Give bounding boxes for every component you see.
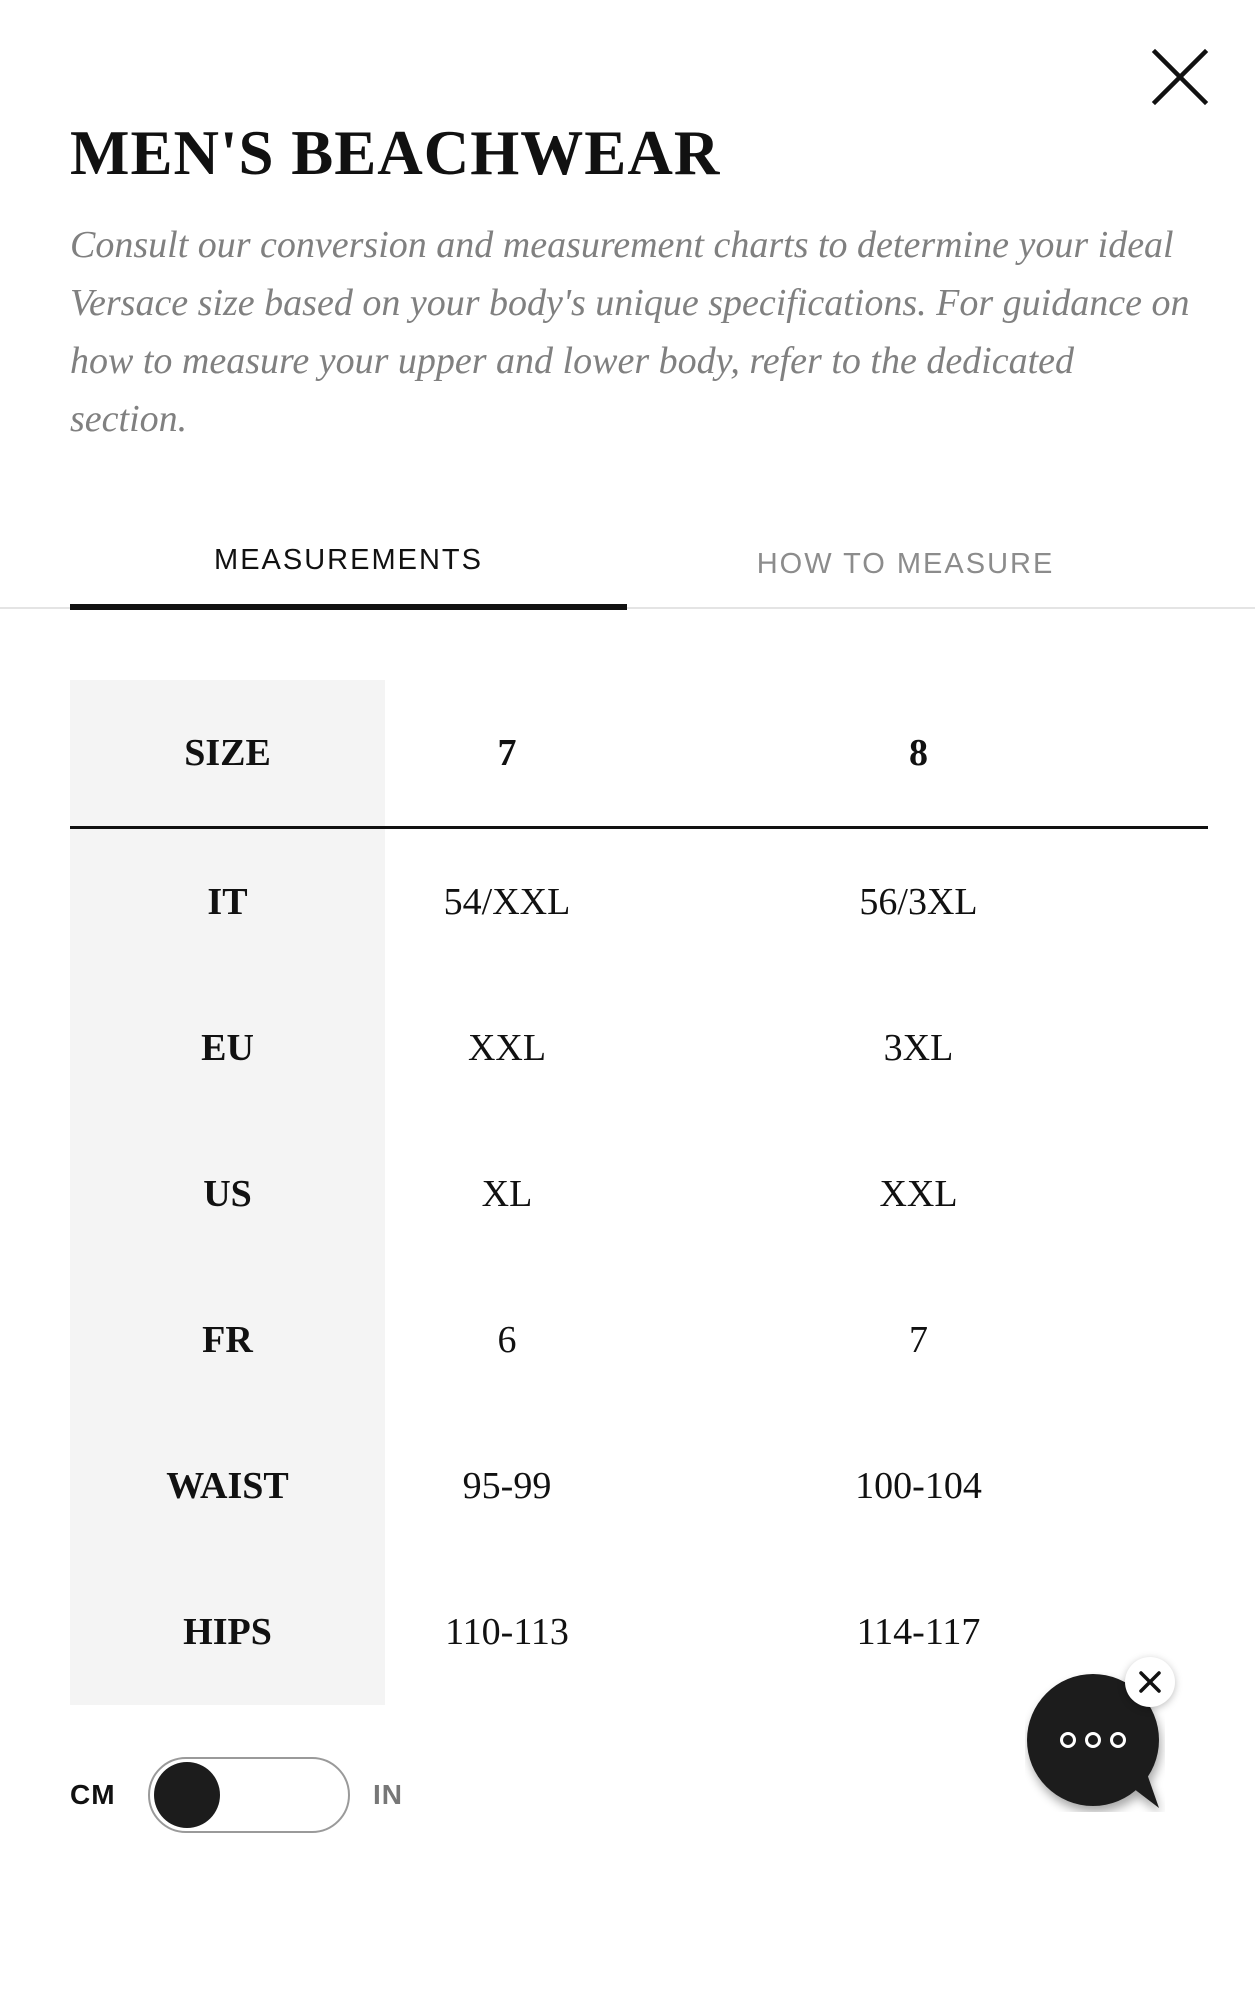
page-description: Consult our conversion and measurement charts to determine your ideal Versace size based on your body's unique specifications. For guidance on how to measure your upper and lower body, refer to the dedicated section. xyxy=(70,224,1190,440)
close-icon xyxy=(1145,42,1215,112)
row-label-it: IT xyxy=(70,828,385,976)
row-label-waist: WAIST xyxy=(70,1413,385,1559)
row-label-fr: FR xyxy=(70,1267,385,1413)
unit-label-cm[interactable]: CM xyxy=(70,1779,116,1810)
table-cell: 54/XXL xyxy=(443,881,571,923)
tab-bar xyxy=(0,520,1255,608)
row-label-hips: HIPS xyxy=(70,1559,385,1705)
table-row xyxy=(70,1413,1208,1559)
active-tab-indicator xyxy=(70,604,627,610)
unit-switch[interactable] xyxy=(148,1757,350,1833)
table-cell: XXL xyxy=(467,1027,547,1069)
table-row xyxy=(70,1267,1208,1413)
table-row xyxy=(70,975,1208,1121)
table-cell: 114-117 xyxy=(856,1611,981,1653)
close-icon xyxy=(1125,1657,1175,1707)
row-label-us: US xyxy=(70,1121,385,1267)
row-label-eu: EU xyxy=(70,975,385,1121)
unit-label-in[interactable]: IN xyxy=(373,1779,403,1810)
table-cell: 3XL xyxy=(883,1027,954,1069)
header-cell-size-7: 7 xyxy=(385,680,629,828)
header-cell-size-8: 8 xyxy=(629,680,1208,828)
table-header-row xyxy=(70,680,1208,828)
switch-knob[interactable] xyxy=(154,1762,220,1828)
tab-measurements[interactable]: MEASUREMENTS xyxy=(214,544,483,576)
table-cell: XXL xyxy=(879,1173,958,1215)
table-row xyxy=(70,828,1208,976)
table-cell: 100-104 xyxy=(855,1465,982,1507)
page-title: MEN'S BEACHWEAR xyxy=(70,118,721,188)
header-cell-size: SIZE xyxy=(70,680,385,828)
table-cell: 7 xyxy=(909,1319,928,1361)
tab-how-to-measure[interactable]: HOW TO MEASURE xyxy=(756,548,1055,580)
table-cell: 6 xyxy=(497,1319,517,1361)
size-chart-table xyxy=(70,680,1208,1705)
table-cell: 95-99 xyxy=(462,1465,552,1507)
table-cell: XL xyxy=(481,1173,533,1215)
table-cell: 56/3XL xyxy=(859,881,978,923)
close-button[interactable] xyxy=(1145,42,1215,112)
chat-dismiss-button[interactable] xyxy=(1125,1657,1175,1707)
table-cell: 110-113 xyxy=(445,1611,569,1653)
table-row xyxy=(70,1121,1208,1267)
